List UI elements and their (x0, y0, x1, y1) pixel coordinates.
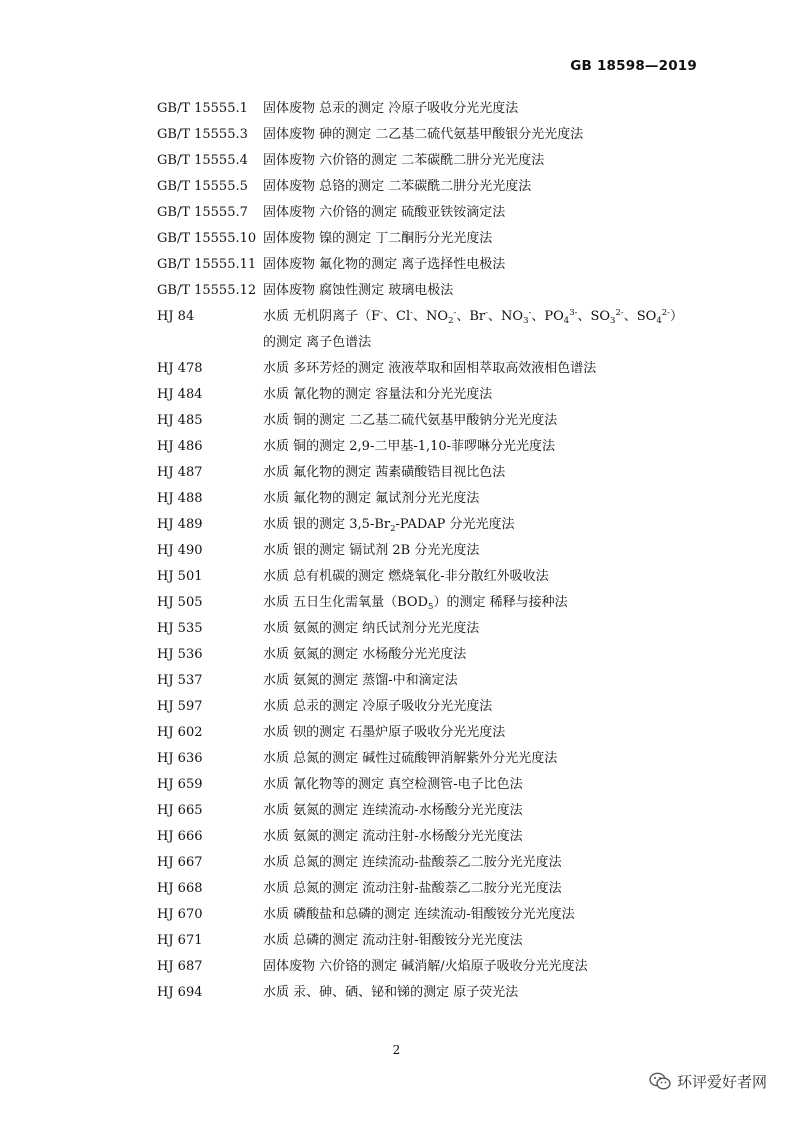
reference-title (263, 122, 717, 148)
reference-title (263, 200, 717, 226)
reference-title (263, 486, 717, 512)
reference-item (157, 850, 717, 876)
page-number: 2 (392, 1043, 401, 1057)
reference-item (157, 642, 717, 668)
reference-code: HJ 487 (157, 465, 203, 480)
reference-item (157, 512, 717, 538)
title-text: 、SO (577, 309, 611, 324)
superscript-text: - (485, 308, 489, 318)
reference-title-line (263, 798, 717, 824)
reference-code: GB/T 15555.4 (157, 153, 248, 168)
watermark (649, 1071, 767, 1092)
reference-title (263, 564, 717, 590)
reference-title-line (263, 616, 717, 642)
reference-title-line (263, 96, 717, 122)
title-text: 固体废物 六价铬的测定 碱消解/火焰原子吸收分光光度法 (263, 959, 588, 974)
reference-code: GB/T 15555.10 (157, 231, 257, 246)
reference-title-line (263, 720, 717, 746)
reference-title-line (263, 980, 717, 1006)
reference-title-line (263, 668, 717, 694)
title-text: 水质 总磷的测定 流动注射-钼酸铵分光光度法 (263, 933, 523, 948)
reference-item (157, 694, 717, 720)
reference-title (263, 356, 717, 382)
reference-item (157, 434, 717, 460)
reference-title-line (263, 148, 717, 174)
title-text: 水质 铜的测定 二乙基二硫代氨基甲酸钠分光光度法 (263, 413, 558, 428)
reference-code: HJ 670 (157, 907, 203, 922)
reference-item (157, 590, 717, 616)
reference-title-line (263, 434, 717, 460)
reference-title-line (263, 954, 717, 980)
reference-title-line (263, 278, 717, 304)
title-text: ）的测定 稀释与接种法 (433, 595, 568, 610)
reference-code: HJ 694 (157, 985, 203, 1000)
reference-item (157, 382, 717, 408)
title-text: 水质 氨氮的测定 连续流动-水杨酸分光光度法 (263, 803, 523, 818)
subscript-text: 3 (610, 316, 616, 326)
title-text: 水质 钡的测定 石墨炉原子吸收分光光度法 (263, 725, 506, 740)
reference-title (263, 772, 717, 798)
reference-item (157, 226, 717, 252)
title-text: 的测定 离子色谱法 (263, 335, 372, 350)
subscript-text: 4 (656, 316, 662, 326)
title-text: 、NO (488, 309, 524, 324)
title-text: 水质 总氮的测定 连续流动-盐酸萘乙二胺分光光度法 (263, 855, 562, 870)
reference-title (263, 538, 717, 564)
reference-title-line (263, 252, 717, 278)
reference-code: GB/T 15555.1 (157, 101, 248, 116)
subscript-text: 5 (428, 602, 434, 612)
title-text: 水质 五日生化需氧量（BOD (263, 595, 429, 610)
reference-title (263, 694, 717, 720)
title-text: 、PO (531, 309, 564, 324)
reference-title (263, 668, 717, 694)
reference-title (263, 876, 717, 902)
reference-item (157, 460, 717, 486)
reference-code: HJ 537 (157, 673, 203, 688)
reference-title-line (263, 850, 717, 876)
reference-item (157, 486, 717, 512)
reference-item (157, 538, 717, 564)
title-text: 固体废物 总铬的测定 二苯碳酰二肼分光光度法 (263, 179, 532, 194)
reference-item (157, 122, 717, 148)
reference-code: HJ 636 (157, 751, 203, 766)
reference-title (263, 174, 717, 200)
title-text: 水质 氨氮的测定 蒸馏-中和滴定法 (263, 673, 458, 688)
reference-item (157, 174, 717, 200)
reference-title (263, 720, 717, 746)
superscript-text: - (528, 308, 532, 318)
reference-code: HJ 536 (157, 647, 203, 662)
reference-title (263, 642, 717, 668)
title-text: 水质 银的测定 镉试剂 2B 分光光度法 (263, 543, 480, 558)
subscript-text: 2 (448, 316, 454, 326)
reference-item (157, 616, 717, 642)
title-text: 水质 总氮的测定 流动注射-盐酸萘乙二胺分光光度法 (263, 881, 562, 896)
reference-item (157, 980, 717, 1006)
superscript-text: - (453, 308, 457, 318)
standard-id-header: GB 18598—2019 (570, 58, 697, 74)
reference-code: HJ 501 (157, 569, 203, 584)
title-text: 固体废物 镍的测定 丁二酮肟分光光度法 (263, 231, 493, 246)
reference-code: HJ 486 (157, 439, 203, 454)
title-text: 、Cl (383, 309, 411, 324)
title-text: 固体废物 六价铬的测定 二苯碳酰二肼分光光度法 (263, 153, 545, 168)
subscript-text: 3 (523, 316, 529, 326)
reference-code: HJ 535 (157, 621, 203, 636)
title-text: 固体废物 氟化物的测定 离子选择性电极法 (263, 257, 506, 272)
reference-item (157, 746, 717, 772)
reference-title (263, 746, 717, 772)
reference-title-line (263, 330, 717, 356)
reference-item (157, 668, 717, 694)
title-text: 、Br (456, 309, 486, 324)
reference-code: HJ 659 (157, 777, 203, 792)
reference-item (157, 876, 717, 902)
title-text: ） (670, 309, 684, 324)
reference-title-line (263, 174, 717, 200)
reference-code: HJ 505 (157, 595, 203, 610)
reference-code: HJ 671 (157, 933, 203, 948)
reference-title (263, 304, 717, 356)
reference-title-line (263, 902, 717, 928)
reference-code: HJ 478 (157, 361, 203, 376)
reference-title (263, 148, 717, 174)
reference-title (263, 590, 717, 616)
reference-title-line (263, 408, 717, 434)
reference-title (263, 408, 717, 434)
title-text: 水质 氨氮的测定 水杨酸分光光度法 (263, 647, 467, 662)
reference-title-line (263, 460, 717, 486)
reference-code: HJ 490 (157, 543, 203, 558)
reference-item (157, 278, 717, 304)
title-text: 固体废物 总汞的测定 冷原子吸收分光光度法 (263, 101, 519, 116)
reference-title-line (263, 564, 717, 590)
reference-title-line (263, 512, 717, 538)
reference-title (263, 954, 717, 980)
reference-code: GB/T 15555.5 (157, 179, 248, 194)
reference-item (157, 304, 717, 356)
reference-title-line (263, 486, 717, 512)
reference-title-line (263, 876, 717, 902)
superscript-text: 2- (661, 308, 671, 318)
reference-code: HJ 84 (157, 309, 195, 324)
title-text: 水质 氟化物的测定 氟试剂分光光度法 (263, 491, 480, 506)
reference-title-line (263, 538, 717, 564)
reference-item (157, 148, 717, 174)
title-text: 水质 总有机碳的测定 燃烧氧化-非分散红外吸收法 (263, 569, 549, 584)
reference-title (263, 512, 717, 538)
reference-code: HJ 485 (157, 413, 203, 428)
title-text: 水质 氰化物等的测定 真空检测管-电子比色法 (263, 777, 523, 792)
reference-title-line (263, 304, 717, 330)
title-text: 水质 多环芳烃的测定 液液萃取和固相萃取高效液相色谱法 (263, 361, 597, 376)
reference-code: HJ 667 (157, 855, 203, 870)
superscript-text: 2- (615, 308, 624, 318)
title-text: 水质 磷酸盐和总磷的测定 连续流动-钼酸铵分光光度法 (263, 907, 575, 922)
reference-title (263, 798, 717, 824)
title-text: 水质 银的测定 3,5-Br (263, 517, 391, 532)
watermark-text: 环评爱好者网 (676, 1073, 767, 1091)
wechat-icon (649, 1072, 671, 1091)
title-text: 水质 铜的测定 2,9-二甲基-1,10-菲啰啉分光光度法 (263, 439, 556, 454)
reference-item (157, 252, 717, 278)
title-text: 水质 氰化物的测定 容量法和分光光度法 (263, 387, 493, 402)
reference-code: HJ 489 (157, 517, 203, 532)
reference-item (157, 96, 717, 122)
reference-title-line (263, 356, 717, 382)
title-text: 水质 氟化物的测定 茜素磺酸锆目视比色法 (263, 465, 506, 480)
subscript-text: 4 (563, 316, 570, 326)
title-text: 、NO (413, 309, 449, 324)
reference-title-line (263, 928, 717, 954)
title-text: 、SO (623, 309, 657, 324)
reference-item (157, 798, 717, 824)
subscript-text: 2 (390, 524, 396, 534)
title-text: 水质 无机阴离子（F (263, 309, 381, 324)
reference-title-line (263, 824, 717, 850)
reference-title (263, 278, 717, 304)
reference-item (157, 720, 717, 746)
title-text: 固体废物 六价铬的测定 硫酸亚铁铵滴定法 (263, 205, 506, 220)
reference-title-line (263, 200, 717, 226)
reference-item (157, 564, 717, 590)
reference-item (157, 928, 717, 954)
reference-title (263, 850, 717, 876)
reference-title (263, 460, 717, 486)
superscript-text: - (410, 308, 414, 318)
reference-code: HJ 602 (157, 725, 203, 740)
reference-code: HJ 687 (157, 959, 203, 974)
reference-title (263, 252, 717, 278)
title-text: 水质 氨氮的测定 流动注射-水杨酸分光光度法 (263, 829, 523, 844)
reference-item (157, 772, 717, 798)
reference-title (263, 928, 717, 954)
reference-title (263, 382, 717, 408)
reference-title (263, 902, 717, 928)
reference-item (157, 954, 717, 980)
reference-title-line (263, 382, 717, 408)
reference-title (263, 824, 717, 850)
reference-item (157, 824, 717, 850)
reference-item (157, 200, 717, 226)
title-text: 水质 汞、砷、硒、铋和锑的测定 原子荧光法 (263, 985, 519, 1000)
reference-code: GB/T 15555.12 (157, 283, 257, 298)
reference-title-line (263, 226, 717, 252)
reference-title-line (263, 590, 717, 616)
title-text: 水质 氨氮的测定 纳氏试剂分光光度法 (263, 621, 480, 636)
reference-title-line (263, 694, 717, 720)
reference-code: HJ 668 (157, 881, 203, 896)
reference-title-line (263, 746, 717, 772)
reference-item (157, 902, 717, 928)
reference-title (263, 434, 717, 460)
reference-item (157, 408, 717, 434)
superscript-text: 3- (569, 308, 578, 318)
title-text: 水质 总汞的测定 冷原子吸收分光光度法 (263, 699, 493, 714)
superscript-text: - (380, 308, 384, 318)
reference-title-line (263, 772, 717, 798)
reference-title (263, 226, 717, 252)
reference-code: HJ 665 (157, 803, 203, 818)
reference-code: HJ 597 (157, 699, 203, 714)
reference-code: GB/T 15555.7 (157, 205, 248, 220)
reference-title (263, 96, 717, 122)
reference-code: HJ 488 (157, 491, 203, 506)
title-text: 固体废物 腐蚀性测定 玻璃电极法 (263, 283, 454, 298)
reference-code: GB/T 15555.11 (157, 257, 257, 272)
title-text: 固体废物 砷的测定 二乙基二硫代氨基甲酸银分光光度法 (263, 127, 584, 142)
reference-title-line (263, 642, 717, 668)
title-text: 水质 总氮的测定 碱性过硫酸钾消解紫外分光光度法 (263, 751, 558, 766)
normative-reference-list (157, 96, 717, 1006)
reference-title-line (263, 122, 717, 148)
reference-code: HJ 484 (157, 387, 203, 402)
reference-title (263, 616, 717, 642)
reference-item (157, 356, 717, 382)
reference-title (263, 980, 717, 1006)
reference-code: HJ 666 (157, 829, 203, 844)
title-text: -PADAP 分光光度法 (395, 517, 515, 532)
reference-code: GB/T 15555.3 (157, 127, 248, 142)
